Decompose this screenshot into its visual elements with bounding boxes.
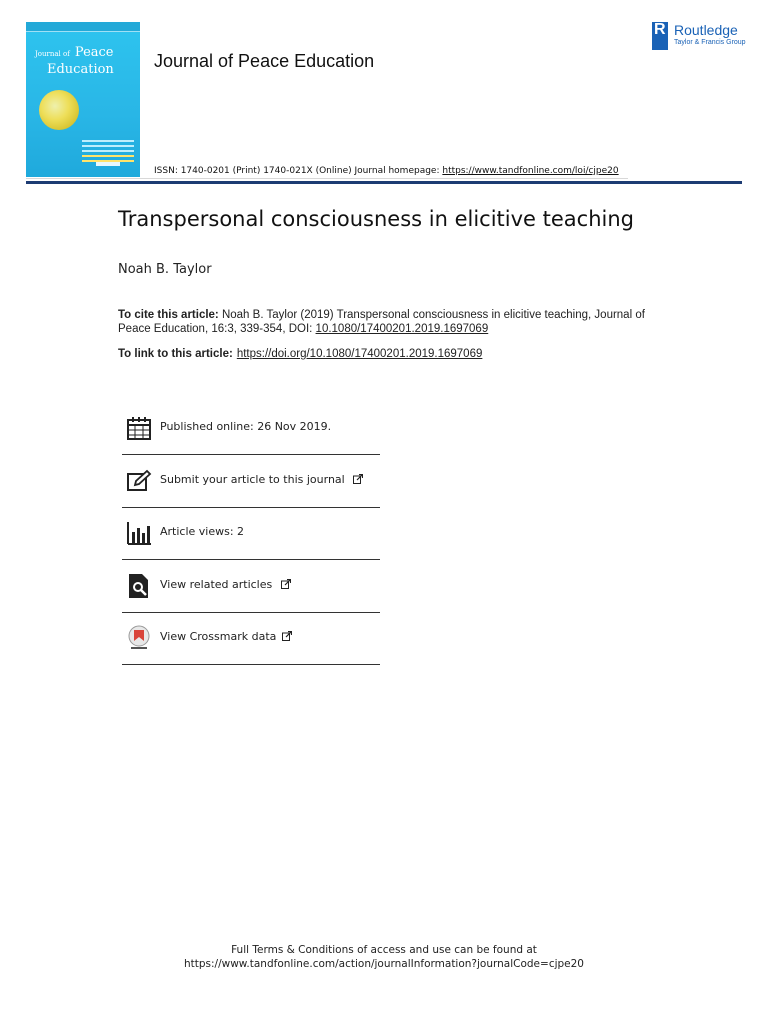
crossmark-item[interactable] bbox=[122, 613, 380, 665]
external-link-icon bbox=[282, 631, 292, 641]
header-divider bbox=[26, 181, 742, 184]
related-articles-link[interactable] bbox=[160, 578, 291, 591]
publisher-logo bbox=[652, 22, 752, 52]
crossmark-icon bbox=[126, 625, 152, 651]
cover-title bbox=[35, 44, 139, 77]
submit-article-item[interactable] bbox=[122, 456, 380, 508]
article-views-text: Article views: 2 bbox=[160, 525, 245, 538]
external-link-icon bbox=[281, 579, 291, 589]
footer-terms-link[interactable]: https://www.tandfonline.com/action/journalInformation?journalCode=cjpe20 bbox=[183, 958, 584, 970]
link-label: To link to this article: bbox=[118, 348, 233, 360]
cover-publisher-logo bbox=[96, 162, 120, 166]
article-author: Noah B. Taylor bbox=[118, 262, 212, 277]
bar-chart-icon bbox=[126, 520, 152, 546]
document-search-icon bbox=[126, 573, 152, 599]
calendar-icon bbox=[126, 415, 152, 441]
crossmark-label: View Crossmark data bbox=[160, 630, 277, 643]
cite-label: To cite this article: bbox=[118, 309, 219, 321]
footer-terms bbox=[0, 943, 768, 971]
edit-icon bbox=[126, 468, 152, 494]
related-articles-label: View related articles bbox=[160, 578, 273, 591]
related-articles-item[interactable] bbox=[122, 561, 380, 613]
routledge-mark-icon: R bbox=[652, 22, 668, 50]
globe-icon bbox=[39, 90, 79, 130]
external-link-icon bbox=[353, 474, 363, 484]
article-title: Transpersonal consciousness in elicitive teaching bbox=[118, 207, 634, 231]
cite-doi-link[interactable]: 10.1080/17400201.2019.1697069 bbox=[315, 323, 489, 335]
cite-text: Noah B. Taylor (2019) Transpersonal consciousness in elicitive teaching, Journal of Peace Education, 16:3, 339-354, DOI: bbox=[118, 309, 645, 335]
article-doi-link[interactable]: https://doi.org/10.1080/17400201.2019.1697069 bbox=[236, 348, 483, 360]
cover-title-line3: Education bbox=[47, 62, 114, 77]
journal-homepage-link[interactable]: https://www.tandfonline.com/loi/cjpe20 bbox=[442, 166, 619, 176]
cover-title-line1: Journal of bbox=[35, 50, 70, 58]
cover-title-line2: Peace bbox=[74, 45, 114, 60]
submit-article-link[interactable] bbox=[160, 473, 363, 486]
submit-article-label: Submit your article to this journal bbox=[160, 473, 345, 486]
citation-block bbox=[118, 308, 658, 336]
journal-name: Journal of Peace Education bbox=[154, 51, 375, 71]
publisher-name: Routledge bbox=[674, 22, 738, 38]
published-online-text: Published online: 26 Nov 2019. bbox=[160, 420, 332, 433]
article-views-item bbox=[122, 508, 380, 560]
footer-line1: Full Terms & Conditions of access and use can be found at bbox=[231, 944, 537, 956]
published-online-item bbox=[122, 403, 380, 455]
publisher-subtitle: Taylor & Francis Group bbox=[674, 39, 746, 46]
journal-cover bbox=[26, 22, 140, 177]
issn-text: ISSN: 1740-0201 (Print) 1740-021X (Online) Journal homepage: bbox=[154, 166, 443, 176]
header-divider-thin bbox=[26, 178, 628, 179]
cover-top-bar bbox=[26, 22, 140, 32]
crossmark-link[interactable] bbox=[160, 630, 292, 643]
issn-line bbox=[154, 166, 619, 176]
link-block bbox=[118, 348, 482, 360]
